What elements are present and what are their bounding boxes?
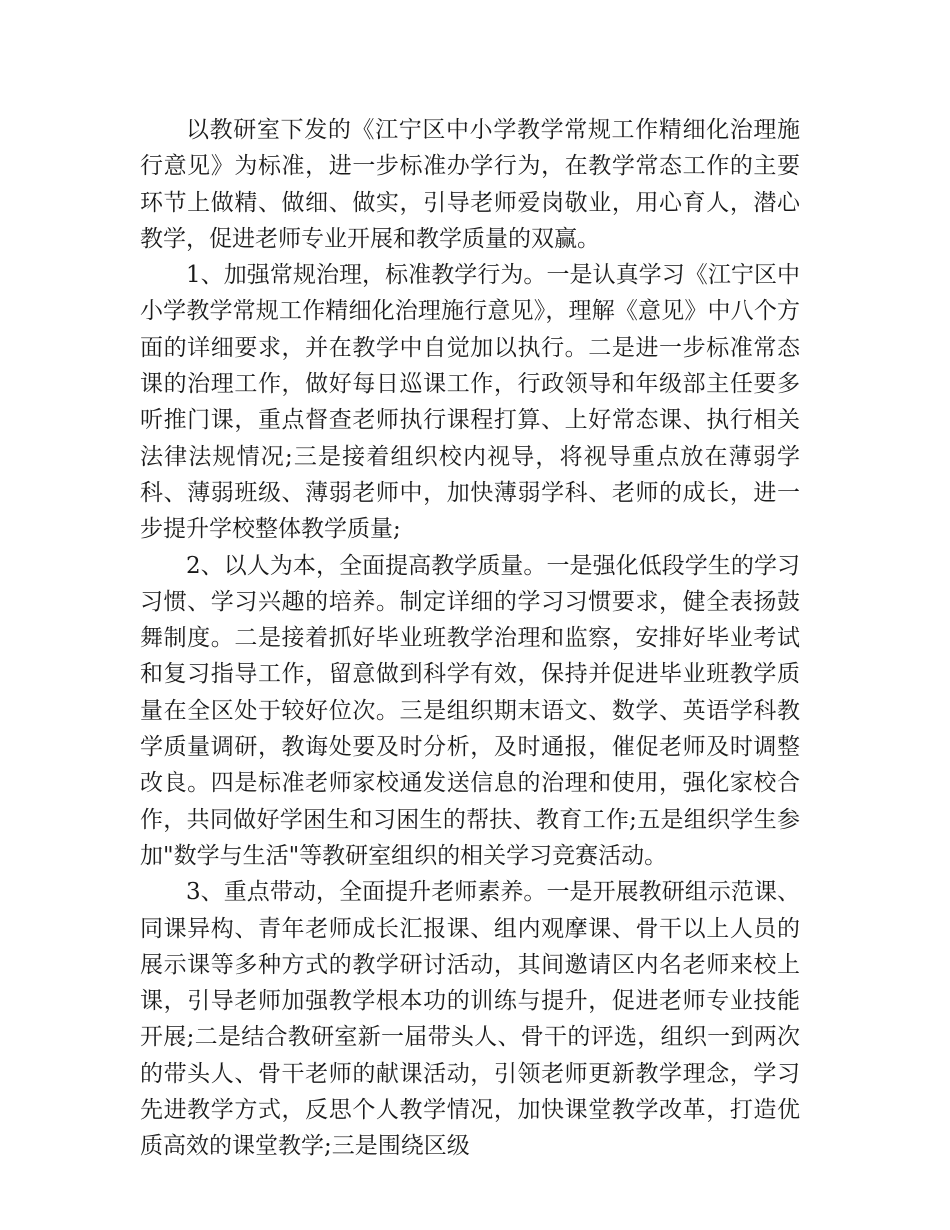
paragraph-intro: 以教研室下发的《江宁区中小学教学常规工作精细化治理施行意见》为标准，进一步标准办学行为，在教学常态工作的主要环节上做精、做细、做实，引导老师爱岗敬业，用心育人，潜心教学，促进老师专业开展和教学质量的双赢。 — [140, 117, 800, 252]
document-page — [140, 112, 800, 1165]
paragraph-item-3: 3、重点带动，全面提升老师素养。一是开展教研组示范课、同课异构、青年老师成长汇报课、组内观摩课、骨干以上人员的展示课等多种方式的教学研讨活动，其间邀请区内名老师来校上课，引导老师加强教学根本功的训练与提升，促进老师专业技能开展;二是结合教研室新一届带头人、骨干的评选，组织一到两次的带头人、骨干老师的献课活动，引领老师更新教学理念，学习先进教学方式，反思个人教学情况，加快课堂教学改革，打造优质高效的课堂教学;三是围绕区级 — [140, 879, 800, 1160]
paragraph-item-1: 1、加强常规治理，标准教学行为。一是认真学习《江宁区中小学教学常规工作精细化治理施行意见》，理解《意见》中八个方面的详细要求，并在教学中自觉加以执行。二是进一步标准常态课的治理工作，做好每日巡课工作，行政领导和年级部主任要多听推门课，重点督查老师执行课程打算、上好常态课、执行相关法律法规情况;三是接着组织校内视导，将视导重点放在薄弱学科、薄弱班级、薄弱老师中，加快薄弱学科、老师的成长，进一步提升学校整体教学质量; — [140, 262, 800, 543]
paragraph-item-2: 2、以人为本，全面提高教学质量。一是强化低段学生的学习习惯、学习兴趣的培养。制定详细的学习习惯要求，健全表扬鼓舞制度。二是接着抓好毕业班教学治理和监察，安排好毕业考试和复习指导工作，留意做到科学有效，保持并促进毕业班教学质量在全区处于较好位次。三是组织期末语文、数学、英语学科教学质量调研，教诲处要及时分析，及时通报，催促老师及时调整改良。四是标准老师家校通发送信息的治理和使用，强化家校合作，共同做好学困生和习困生的帮扶、教育工作;五是组织学生参加"数学与生活"等教研室组织的相关学习竞赛活动。 — [140, 552, 800, 869]
